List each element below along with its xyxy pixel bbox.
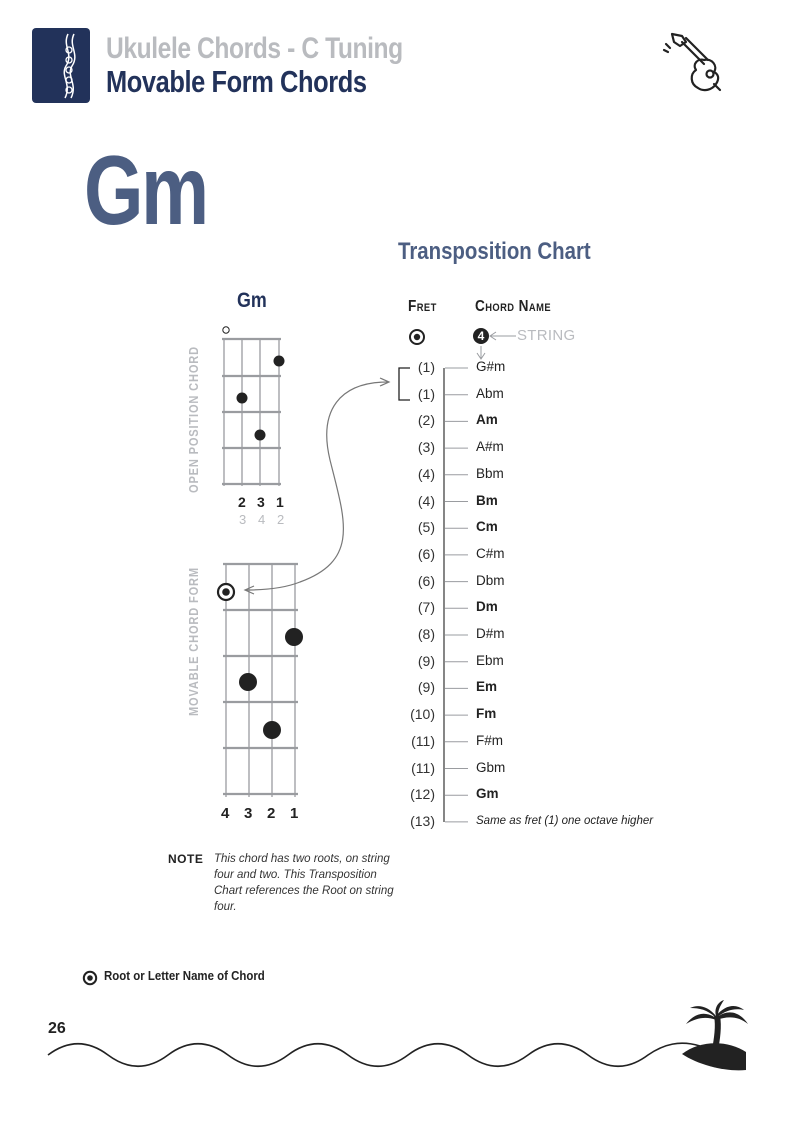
movable-string-number: 4 bbox=[221, 805, 230, 822]
fret-number: (11) bbox=[411, 732, 435, 749]
fret-number: (9) bbox=[417, 652, 435, 669]
fret-root-icon bbox=[410, 330, 424, 344]
transposed-chord-name: Am bbox=[476, 412, 498, 428]
transposed-chord-name: Gm bbox=[476, 786, 499, 802]
fret-number: (1) bbox=[417, 385, 435, 402]
chord-diagram-name: Gm bbox=[237, 289, 267, 312]
transposed-chord-name: Dm bbox=[476, 599, 498, 615]
fret-number: (6) bbox=[417, 572, 435, 589]
note-label: NOTE bbox=[168, 852, 204, 866]
fret-number: (10) bbox=[410, 706, 435, 723]
header-subtitle: Ukulele Chords - C Tuning bbox=[106, 32, 403, 65]
transposed-chord-name: Dbm bbox=[476, 572, 505, 588]
open-finger-string2: 3 bbox=[257, 494, 265, 510]
transposed-chord-name: Ebm bbox=[476, 652, 504, 668]
string-number-badge: 4 bbox=[477, 329, 485, 343]
palm-tree-icon bbox=[682, 1000, 748, 1070]
fret-number: (8) bbox=[417, 626, 435, 642]
fret-number: (7) bbox=[417, 599, 435, 616]
wave-divider bbox=[48, 1043, 700, 1066]
open-finger-string3: 2 bbox=[238, 494, 246, 510]
transposed-chord-name: C#m bbox=[476, 545, 505, 561]
open-finger-string1: 1 bbox=[276, 494, 284, 510]
transposed-chord-name: Gbm bbox=[476, 759, 506, 775]
movable-chord-form-diagram bbox=[218, 563, 303, 797]
open-string-number: 4 bbox=[258, 512, 266, 527]
open-string-number: 3 bbox=[239, 512, 247, 527]
movable-string-number: 2 bbox=[267, 805, 276, 822]
string-label: STRING bbox=[517, 327, 576, 344]
fret-number: (4) bbox=[417, 465, 435, 482]
fret-number: (4) bbox=[417, 492, 435, 509]
legend-text: Root or Letter Name of Chord bbox=[104, 968, 265, 983]
open-string-number: 2 bbox=[277, 512, 285, 527]
fret-number: (12) bbox=[410, 786, 435, 803]
transposed-chord-name: D#m bbox=[476, 626, 505, 641]
movable-form-label: MOVABLE CHORD FORM bbox=[186, 567, 201, 716]
fret-number: (3) bbox=[417, 439, 435, 456]
transposed-chord-name: F#m bbox=[476, 732, 503, 748]
fret-column-header: Fret bbox=[408, 298, 437, 315]
fret-number: (5) bbox=[417, 519, 435, 536]
fret-number: (13) bbox=[410, 812, 435, 829]
open-position-chord-diagram bbox=[222, 327, 285, 486]
root-marker-icon bbox=[82, 970, 98, 986]
fret-number: (11) bbox=[411, 759, 435, 776]
movable-string-number: 1 bbox=[290, 805, 299, 822]
open-position-label: OPEN POSITION CHORD bbox=[186, 346, 201, 493]
transposed-chord-name: G#m bbox=[476, 359, 506, 374]
page-number: 26 bbox=[48, 1020, 66, 1037]
fret-number: (1) bbox=[417, 359, 435, 375]
transposed-chord-name: Abm bbox=[476, 385, 504, 401]
note-text: This chord has two roots, on string four and two. This Transposition Chart references the Root on string four. bbox=[214, 853, 394, 913]
transposed-chord-name: Fm bbox=[476, 706, 497, 722]
fret-number: (6) bbox=[417, 545, 435, 562]
transposed-chord-name: Bm bbox=[476, 492, 498, 508]
transposition-connector-arrow bbox=[245, 378, 389, 594]
fret-number: (9) bbox=[417, 679, 435, 696]
transposition-chart-title: Transposition Chart bbox=[398, 238, 591, 265]
transposed-chord-name: Cm bbox=[476, 519, 498, 535]
transposed-chord-name: Bbm bbox=[476, 465, 504, 481]
transposed-chord-name: Same as fret (1) one octave higher bbox=[476, 814, 654, 827]
chord-title: Gm bbox=[84, 135, 207, 245]
header-title: Movable Form Chords bbox=[106, 64, 367, 99]
chord-name-column-header: Chord Name bbox=[475, 298, 551, 315]
transposed-chord-name: Em bbox=[476, 679, 498, 695]
transposed-chord-name: A#m bbox=[476, 439, 504, 455]
fret-number: (2) bbox=[417, 412, 435, 429]
movable-string-number: 3 bbox=[244, 805, 253, 822]
